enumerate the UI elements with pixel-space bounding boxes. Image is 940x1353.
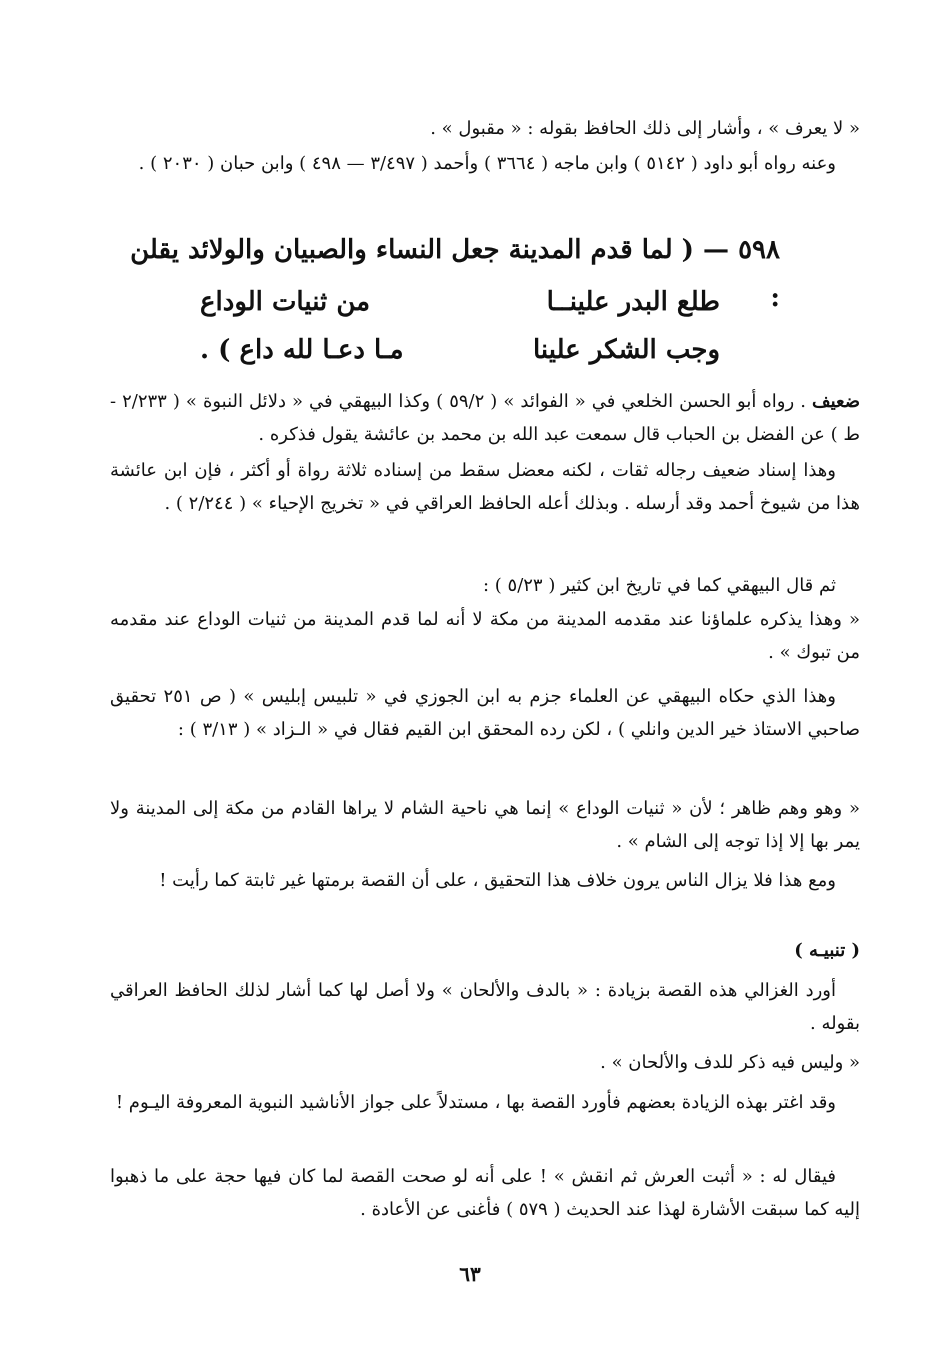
poem-hemistich: وجب الشكر علينا: [532, 335, 720, 365]
paragraph-reply: [110, 1160, 860, 1226]
paragraph-text: أورد الغزالي هذه القصة بزيادة : « بالدف والألحان » ولا أصل لها كما أشار لذلك الحافظ العراقي بقوله .: [110, 980, 860, 1034]
paragraph-text: « وهو وهم ظاهر ؛ لأن « ثنيات الوداع » إنما هي ناحية الشام لا يراها القادم من مكة إلى المدينة ولا يمر بها إلا إذا توجه إلى الشام » .: [110, 798, 860, 852]
paragraph-quote-1: [110, 603, 860, 669]
poem-hemistich: طلع البدر علينــا: [546, 287, 720, 317]
paragraph-text: وهذا إسناد ضعيف رجاله ثقات ، لكنه معضل سقط من إسناده ثلاثة رواة أو أكثر ، فإن ابن عائشة هذا من شيوخ أحمد وقد أرسله . وبذلك أعله الحافظ العراقي في « تخريج الإحياء » ( ٢/٢٤٤ ) .: [110, 460, 860, 514]
paragraph-conclusion: [110, 864, 860, 897]
paragraph-text: وقد اغتر بهذه الزيادة بعضهم فأورد القصة بها ، مستدلاً على جواز الأناشيد النبوية المعروفة اليـوم !: [115, 1092, 836, 1113]
page-number: ٦٣: [459, 1262, 481, 1286]
paragraph-grading: [110, 385, 860, 451]
paragraph-ibn-jawzi: [110, 680, 860, 746]
paragraph-text: « وهذا يذكره علماؤنا عند مقدمه المدينة من مكة لا أنه لما قدم المدينة من ثنيات الوداع عند مقدمه من تبوك » .: [110, 609, 860, 663]
paragraph-intro: [110, 112, 860, 145]
paragraph-ghazali: [110, 974, 860, 1040]
paragraph-text: وعنه رواه أبو داود ( ٥١٤٢ ) وابن ماجه ( ٣٦٦٤ ) وأحمد ( ٣/٤٩٧ — ٤٩٨ ) وابن حبان ( ٢٠٣٠ ) .: [138, 153, 836, 174]
paragraph-text: ومع هذا فلا يزال الناس يرون خلاف هذا التحقيق ، على أن القصة برمتها غير ثابتة كما رأيت !: [159, 870, 836, 891]
poem-line-2: [200, 326, 720, 374]
paragraph-text: . رواه أبو الحسن الخلعي في « الفوائد » ( ٥٩/٢ ) وكذا البيهقي في « دلائل النبوة » ( ٢/٢٣٣ - ط ) عن الفضل بن الحباب قال سمعت عبد الله بن محمد بن عائشة يقول فذكره .: [110, 391, 860, 445]
paragraph-sources: [110, 147, 860, 180]
poem-line-1: [200, 278, 720, 326]
paragraph-text: ثم قال البيهقي كما في تاريخ ابن كثير ( ٥/٢٣ ) :: [483, 575, 836, 596]
paragraph-text: « لا يعرف » ، وأشار إلى ذلك الحافظ بقوله : « مقبول » .: [430, 118, 860, 139]
hadith-heading: ٥٩٨ — ( لما قدم المدينة جعل النساء والصبيان والولائد يقلن :: [130, 235, 780, 313]
poem-hemistich: مـا دعـا لله داع ) .: [200, 335, 404, 365]
grading-label: ضعيف: [811, 391, 860, 412]
paragraph-text: « وليس فيه ذكر للدف والألحان » .: [600, 1052, 860, 1073]
section-label-tanbih: ( تنبيـه ): [794, 940, 860, 961]
poem: [200, 278, 720, 374]
poem-hemistich: من ثنيات الوداع: [200, 287, 371, 317]
paragraph-isnad: [110, 454, 860, 520]
paragraph-text: وهذا الذي حكاه البيهقي عن العلماء جزم به ابن الجوزي في « تلبيس إبليس » ( ص ٢٥١ تحقيق صاحبي الاستاذ خير الدين وانلي ) ، لكن رده المحقق ابن القيم فقال في « الـزاد » ( ٣/١٣ ) :: [110, 686, 860, 740]
paragraph-text: فيقال له : « أثبت العرش ثم انقش » ! على أنه لو صحت القصة لما كان فيها حجة على ما ذهبوا إليه كما سبقت الأشارة لهذا عند الحديث ( ٥٧٩ ) فأغنى عن الأعادة .: [110, 1166, 860, 1220]
paragraph-quote-2: [110, 792, 860, 858]
paragraph-quote-3: [110, 1046, 860, 1079]
paragraph-anashid: [110, 1086, 860, 1119]
paragraph-bayhaqi: [110, 569, 860, 602]
